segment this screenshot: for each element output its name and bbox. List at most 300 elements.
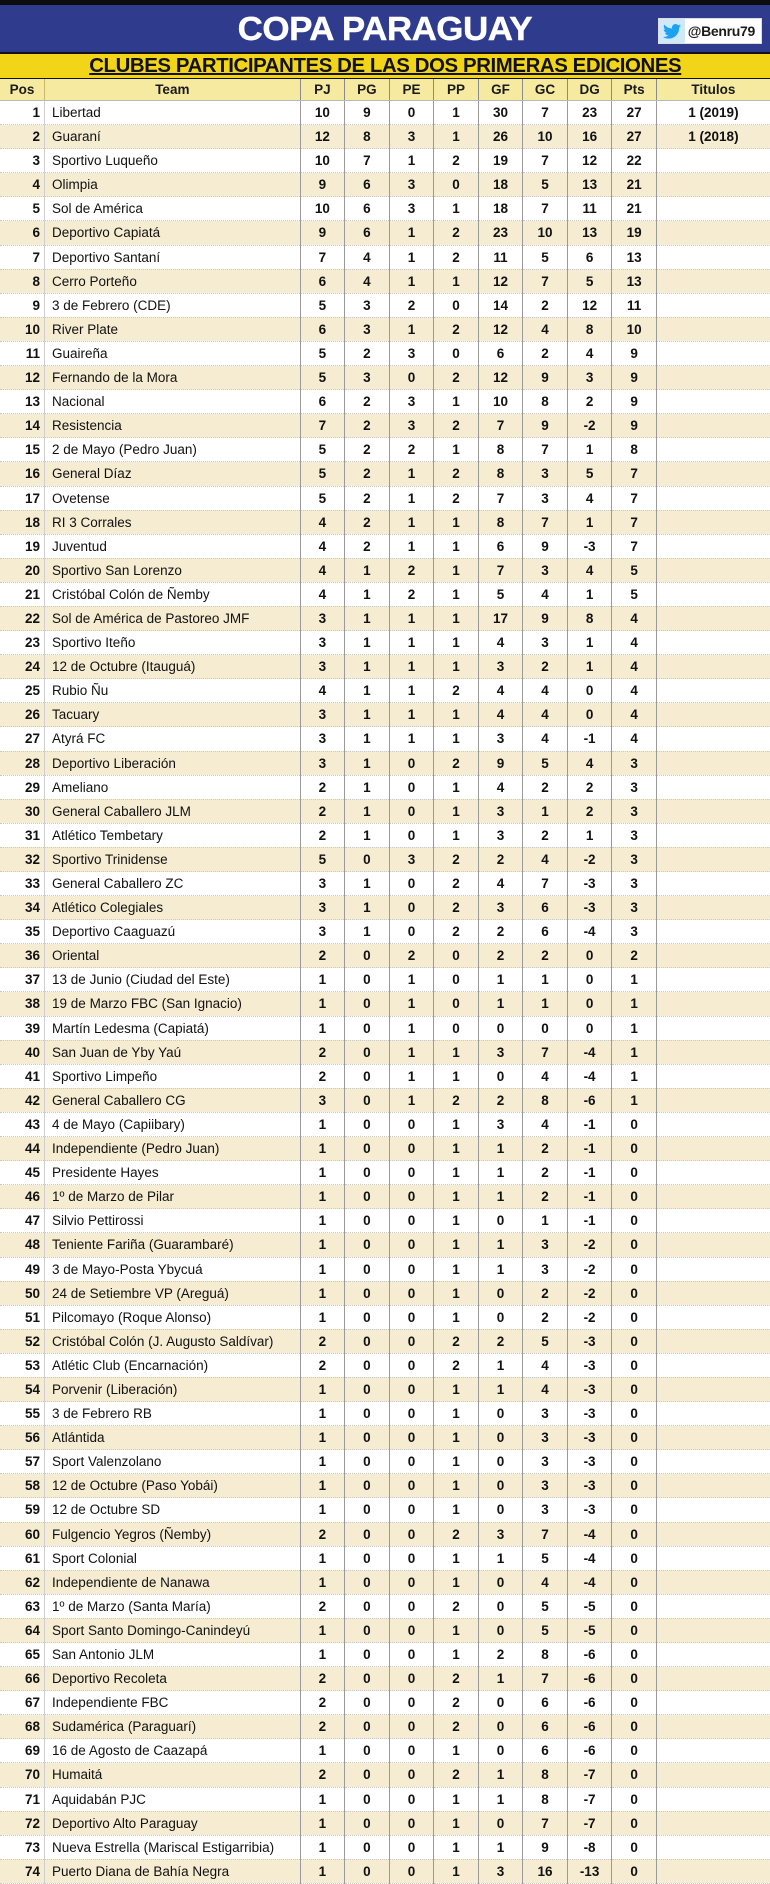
cell-team: Olimpia (45, 173, 301, 197)
cell-dg: -3 (567, 1402, 612, 1426)
cell-pj: 2 (300, 1353, 345, 1377)
cell-pp: 2 (434, 317, 479, 341)
cell-pe: 0 (389, 1402, 434, 1426)
standings-table (0, 79, 770, 1884)
cell-dg: 0 (567, 679, 612, 703)
cell-pg: 0 (345, 1040, 390, 1064)
cell-pg: 1 (345, 872, 390, 896)
cell-gc: 5 (523, 1594, 568, 1618)
column-header-pj: PJ (300, 79, 345, 101)
cell-pp: 2 (434, 1522, 479, 1546)
cell-pp: 1 (434, 703, 479, 727)
cell-pts: 13 (612, 245, 657, 269)
cell-pe: 0 (389, 1570, 434, 1594)
cell-pos: 53 (0, 1353, 45, 1377)
table-row (0, 1787, 770, 1811)
cell-pos: 20 (0, 558, 45, 582)
table-row (0, 221, 770, 245)
cell-pj: 10 (300, 197, 345, 221)
table-row (0, 799, 770, 823)
table-row (0, 727, 770, 751)
cell-pe: 3 (389, 125, 434, 149)
cell-pg: 7 (345, 149, 390, 173)
cell-titulos (656, 679, 770, 703)
table-row (0, 582, 770, 606)
cell-pts: 4 (612, 631, 657, 655)
cell-gf: 5 (478, 582, 523, 606)
cell-team: Sol de América de Pastoreo JMF (45, 606, 301, 630)
cell-dg: -13 (567, 1859, 612, 1883)
cell-gc: 7 (523, 1040, 568, 1064)
cell-pj: 1 (300, 1233, 345, 1257)
cell-pg: 0 (345, 1088, 390, 1112)
cell-pe: 3 (389, 173, 434, 197)
cell-titulos (656, 221, 770, 245)
cell-pos: 70 (0, 1763, 45, 1787)
cell-team: 3 de Febrero RB (45, 1402, 301, 1426)
cell-team: General Caballero CG (45, 1088, 301, 1112)
cell-titulos (656, 1667, 770, 1691)
column-header-dg: DG (567, 79, 612, 101)
cell-titulos (656, 847, 770, 871)
cell-gc: 8 (523, 1643, 568, 1667)
cell-gf: 3 (478, 799, 523, 823)
cell-pj: 7 (300, 414, 345, 438)
cell-pp: 2 (434, 896, 479, 920)
table-row (0, 414, 770, 438)
cell-pe: 1 (389, 486, 434, 510)
cell-team: Sport Santo Domingo-Canindeyú (45, 1618, 301, 1642)
cell-gc: 3 (523, 1257, 568, 1281)
cell-pj: 3 (300, 896, 345, 920)
cell-pg: 0 (345, 1016, 390, 1040)
cell-dg: -1 (567, 1209, 612, 1233)
cell-pj: 3 (300, 872, 345, 896)
cell-pe: 1 (389, 1016, 434, 1040)
cell-pg: 1 (345, 631, 390, 655)
cell-pos: 22 (0, 606, 45, 630)
table-row (0, 438, 770, 462)
cell-pp: 1 (434, 510, 479, 534)
cell-pts: 0 (612, 1763, 657, 1787)
cell-titulos (656, 1064, 770, 1088)
cell-pp: 2 (434, 1763, 479, 1787)
cell-pos: 44 (0, 1137, 45, 1161)
cell-pos: 46 (0, 1185, 45, 1209)
cell-titulos (656, 1112, 770, 1136)
cell-gc: 7 (523, 101, 568, 125)
cell-pts: 0 (612, 1618, 657, 1642)
cell-gc: 1 (523, 799, 568, 823)
cell-pj: 10 (300, 149, 345, 173)
cell-pp: 1 (434, 1618, 479, 1642)
cell-titulos (656, 968, 770, 992)
cell-pos: 49 (0, 1257, 45, 1281)
cell-pg: 3 (345, 317, 390, 341)
cell-gc: 7 (523, 269, 568, 293)
table-row (0, 703, 770, 727)
cell-titulos (656, 751, 770, 775)
cell-titulos (656, 1377, 770, 1401)
cell-pos: 7 (0, 245, 45, 269)
twitter-credit-badge[interactable] (658, 18, 762, 44)
cell-gf: 12 (478, 317, 523, 341)
cell-pg: 0 (345, 1329, 390, 1353)
table-row (0, 197, 770, 221)
cell-gf: 1 (478, 1353, 523, 1377)
cell-gc: 7 (523, 1522, 568, 1546)
table-row (0, 1691, 770, 1715)
cell-titulos (656, 1137, 770, 1161)
cell-dg: -3 (567, 1474, 612, 1498)
cell-team: Sudamérica (Paraguarí) (45, 1715, 301, 1739)
cell-pts: 0 (612, 1667, 657, 1691)
cell-pg: 0 (345, 1763, 390, 1787)
cell-gf: 3 (478, 1859, 523, 1883)
cell-team: Presidente Hayes (45, 1161, 301, 1185)
cell-pe: 2 (389, 944, 434, 968)
cell-pp: 1 (434, 438, 479, 462)
cell-gf: 0 (478, 1570, 523, 1594)
cell-pp: 0 (434, 992, 479, 1016)
cell-pe: 0 (389, 1353, 434, 1377)
cell-pj: 4 (300, 534, 345, 558)
cell-gf: 4 (478, 872, 523, 896)
cell-pp: 2 (434, 414, 479, 438)
cell-gf: 0 (478, 1016, 523, 1040)
cell-gc: 5 (523, 245, 568, 269)
cell-titulos (656, 1281, 770, 1305)
cell-gc: 7 (523, 197, 568, 221)
cell-pe: 0 (389, 1161, 434, 1185)
cell-pts: 0 (612, 1257, 657, 1281)
cell-team: Cristóbal Colón de Ñemby (45, 582, 301, 606)
cell-gc: 4 (523, 847, 568, 871)
cell-pts: 3 (612, 896, 657, 920)
cell-pts: 0 (612, 1233, 657, 1257)
table-row (0, 1546, 770, 1570)
cell-gc: 2 (523, 293, 568, 317)
cell-pos: 48 (0, 1233, 45, 1257)
cell-dg: 1 (567, 582, 612, 606)
cell-pp: 1 (434, 390, 479, 414)
table-row (0, 558, 770, 582)
column-header-gf: GF (478, 79, 523, 101)
cell-gf: 0 (478, 1474, 523, 1498)
cell-pg: 0 (345, 1594, 390, 1618)
cell-titulos (656, 799, 770, 823)
cell-gf: 1 (478, 1377, 523, 1401)
cell-pts: 0 (612, 1450, 657, 1474)
cell-dg: 5 (567, 462, 612, 486)
table-row (0, 1281, 770, 1305)
cell-team: Atyrá FC (45, 727, 301, 751)
cell-pts: 1 (612, 1040, 657, 1064)
cell-gc: 4 (523, 679, 568, 703)
cell-titulos: 1 (2018) (656, 125, 770, 149)
cell-gc: 4 (523, 727, 568, 751)
cell-team: Atlántida (45, 1426, 301, 1450)
cell-titulos (656, 1763, 770, 1787)
cell-gc: 3 (523, 631, 568, 655)
cell-dg: -3 (567, 1329, 612, 1353)
cell-gf: 0 (478, 1594, 523, 1618)
cell-pts: 0 (612, 1594, 657, 1618)
cell-pp: 1 (434, 1185, 479, 1209)
cell-pp: 0 (434, 341, 479, 365)
table-row (0, 606, 770, 630)
cell-team: 12 de Octubre SD (45, 1498, 301, 1522)
cell-pp: 1 (434, 1112, 479, 1136)
cell-pg: 0 (345, 1377, 390, 1401)
cell-gc: 4 (523, 1112, 568, 1136)
cell-dg: -4 (567, 1064, 612, 1088)
cell-gc: 7 (523, 149, 568, 173)
cell-gc: 2 (523, 341, 568, 365)
cell-gf: 8 (478, 510, 523, 534)
cell-pts: 0 (612, 1426, 657, 1450)
cell-gf: 0 (478, 1715, 523, 1739)
cell-team: 19 de Marzo FBC (San Ignacio) (45, 992, 301, 1016)
cell-gc: 4 (523, 582, 568, 606)
table-row (0, 510, 770, 534)
cell-dg: -6 (567, 1691, 612, 1715)
cell-team: San Antonio JLM (45, 1643, 301, 1667)
cell-pj: 1 (300, 1570, 345, 1594)
cell-pj: 5 (300, 366, 345, 390)
table-header (0, 79, 770, 101)
cell-pe: 0 (389, 775, 434, 799)
subtitle-label: CLUBES PARTICIPANTES DE LAS DOS PRIMERAS EDICIONES (88, 54, 682, 77)
cell-pts: 0 (612, 1522, 657, 1546)
cell-pj: 2 (300, 1667, 345, 1691)
cell-pp: 2 (434, 679, 479, 703)
cell-gc: 6 (523, 920, 568, 944)
table-row (0, 366, 770, 390)
cell-pe: 0 (389, 1739, 434, 1763)
cell-dg: 12 (567, 293, 612, 317)
cell-pts: 0 (612, 1811, 657, 1835)
cell-pts: 3 (612, 847, 657, 871)
cell-dg: -7 (567, 1763, 612, 1787)
cell-gf: 18 (478, 173, 523, 197)
cell-pos: 18 (0, 510, 45, 534)
cell-gf: 1 (478, 1233, 523, 1257)
cell-pe: 3 (389, 847, 434, 871)
cell-pts: 7 (612, 462, 657, 486)
cell-team: Resistencia (45, 414, 301, 438)
cell-pe: 1 (389, 534, 434, 558)
cell-pos: 71 (0, 1787, 45, 1811)
cell-dg: 13 (567, 221, 612, 245)
cell-titulos (656, 1161, 770, 1185)
cell-team: Fulgencio Yegros (Ñemby) (45, 1522, 301, 1546)
cell-team: Fernando de la Mora (45, 366, 301, 390)
cell-gc: 5 (523, 1618, 568, 1642)
cell-pj: 5 (300, 486, 345, 510)
cell-pg: 1 (345, 751, 390, 775)
cell-pp: 0 (434, 968, 479, 992)
cell-pj: 1 (300, 1402, 345, 1426)
cell-pos: 19 (0, 534, 45, 558)
cell-pj: 10 (300, 101, 345, 125)
cell-titulos (656, 655, 770, 679)
cell-gc: 7 (523, 872, 568, 896)
cell-team: 1º de Marzo de Pilar (45, 1185, 301, 1209)
cell-pj: 2 (300, 944, 345, 968)
cell-pg: 0 (345, 992, 390, 1016)
cell-pos: 43 (0, 1112, 45, 1136)
cell-pos: 39 (0, 1016, 45, 1040)
twitter-bird-icon (659, 19, 685, 43)
table-row (0, 1209, 770, 1233)
cell-titulos (656, 727, 770, 751)
cell-pp: 2 (434, 920, 479, 944)
cell-gf: 3 (478, 1522, 523, 1546)
cell-pe: 1 (389, 606, 434, 630)
cell-gf: 0 (478, 1209, 523, 1233)
cell-pts: 0 (612, 1329, 657, 1353)
table-row (0, 1763, 770, 1787)
cell-pos: 65 (0, 1643, 45, 1667)
cell-pos: 45 (0, 1161, 45, 1185)
cell-gf: 2 (478, 847, 523, 871)
cell-pj: 2 (300, 799, 345, 823)
cell-gf: 0 (478, 1691, 523, 1715)
cell-dg: 8 (567, 606, 612, 630)
cell-pg: 0 (345, 1859, 390, 1883)
cell-gf: 14 (478, 293, 523, 317)
column-header-titulos: Titulos (656, 79, 770, 101)
cell-pp: 2 (434, 245, 479, 269)
cell-titulos (656, 1643, 770, 1667)
cell-pos: 74 (0, 1859, 45, 1883)
cell-pos: 14 (0, 414, 45, 438)
cell-gf: 0 (478, 1739, 523, 1763)
cell-gc: 4 (523, 1353, 568, 1377)
cell-titulos (656, 1691, 770, 1715)
cell-dg: -3 (567, 896, 612, 920)
table-row (0, 1570, 770, 1594)
cell-pos: 31 (0, 823, 45, 847)
cell-pj: 2 (300, 823, 345, 847)
cell-pj: 3 (300, 727, 345, 751)
cell-pe: 2 (389, 582, 434, 606)
cell-pj: 2 (300, 1594, 345, 1618)
cell-pg: 9 (345, 101, 390, 125)
cell-pp: 2 (434, 486, 479, 510)
cell-pj: 5 (300, 293, 345, 317)
table-row (0, 679, 770, 703)
cell-titulos (656, 1570, 770, 1594)
cell-pp: 1 (434, 1377, 479, 1401)
cell-titulos (656, 1040, 770, 1064)
cell-pe: 3 (389, 341, 434, 365)
cell-pos: 38 (0, 992, 45, 1016)
table-row (0, 944, 770, 968)
cell-dg: -1 (567, 1161, 612, 1185)
cell-pts: 4 (612, 655, 657, 679)
cell-gf: 2 (478, 1329, 523, 1353)
cell-pe: 1 (389, 968, 434, 992)
cell-gf: 7 (478, 558, 523, 582)
cell-pos: 52 (0, 1329, 45, 1353)
cell-team: Nacional (45, 390, 301, 414)
cell-pts: 0 (612, 1859, 657, 1883)
cell-pts: 0 (612, 1498, 657, 1522)
cell-pg: 2 (345, 510, 390, 534)
cell-pos: 56 (0, 1426, 45, 1450)
cell-titulos (656, 1522, 770, 1546)
cell-team: General Díaz (45, 462, 301, 486)
cell-team: Porvenir (Liberación) (45, 1377, 301, 1401)
cell-pp: 1 (434, 1161, 479, 1185)
cell-pj: 3 (300, 631, 345, 655)
cell-pg: 2 (345, 414, 390, 438)
cell-pts: 1 (612, 992, 657, 1016)
cell-dg: 1 (567, 510, 612, 534)
cell-titulos (656, 1209, 770, 1233)
cell-gc: 2 (523, 944, 568, 968)
cell-pj: 1 (300, 1859, 345, 1883)
cell-pp: 1 (434, 1787, 479, 1811)
cell-dg: -2 (567, 1281, 612, 1305)
table-row (0, 486, 770, 510)
cell-gc: 2 (523, 1305, 568, 1329)
cell-titulos (656, 823, 770, 847)
cell-pg: 0 (345, 1257, 390, 1281)
cell-gf: 0 (478, 1426, 523, 1450)
cell-pos: 23 (0, 631, 45, 655)
table-row (0, 1739, 770, 1763)
cell-gc: 2 (523, 1281, 568, 1305)
cell-pg: 1 (345, 582, 390, 606)
cell-pj: 7 (300, 245, 345, 269)
cell-gc: 8 (523, 1787, 568, 1811)
cell-pp: 2 (434, 1594, 479, 1618)
cell-pp: 2 (434, 1715, 479, 1739)
table-row (0, 1498, 770, 1522)
cell-pg: 0 (345, 1112, 390, 1136)
cell-titulos (656, 1016, 770, 1040)
cell-team: Aquidabán PJC (45, 1787, 301, 1811)
cell-pts: 1 (612, 1064, 657, 1088)
cell-dg: 1 (567, 631, 612, 655)
table-row (0, 1522, 770, 1546)
cell-dg: 0 (567, 944, 612, 968)
cell-pg: 3 (345, 366, 390, 390)
cell-dg: -2 (567, 847, 612, 871)
cell-pp: 1 (434, 558, 479, 582)
cell-team: 3 de Febrero (CDE) (45, 293, 301, 317)
cell-pe: 0 (389, 101, 434, 125)
table-row (0, 390, 770, 414)
cell-gc: 2 (523, 1137, 568, 1161)
cell-pts: 0 (612, 1353, 657, 1377)
cell-pp: 0 (434, 173, 479, 197)
table-row (0, 269, 770, 293)
cell-titulos (656, 558, 770, 582)
cell-pts: 22 (612, 149, 657, 173)
cell-pp: 1 (434, 1739, 479, 1763)
cell-pp: 1 (434, 1859, 479, 1883)
table-row (0, 1305, 770, 1329)
cell-gf: 10 (478, 390, 523, 414)
cell-pts: 3 (612, 751, 657, 775)
cell-titulos (656, 1088, 770, 1112)
cell-team: Deportivo Santaní (45, 245, 301, 269)
cell-team: 16 de Agosto de Caazapá (45, 1739, 301, 1763)
